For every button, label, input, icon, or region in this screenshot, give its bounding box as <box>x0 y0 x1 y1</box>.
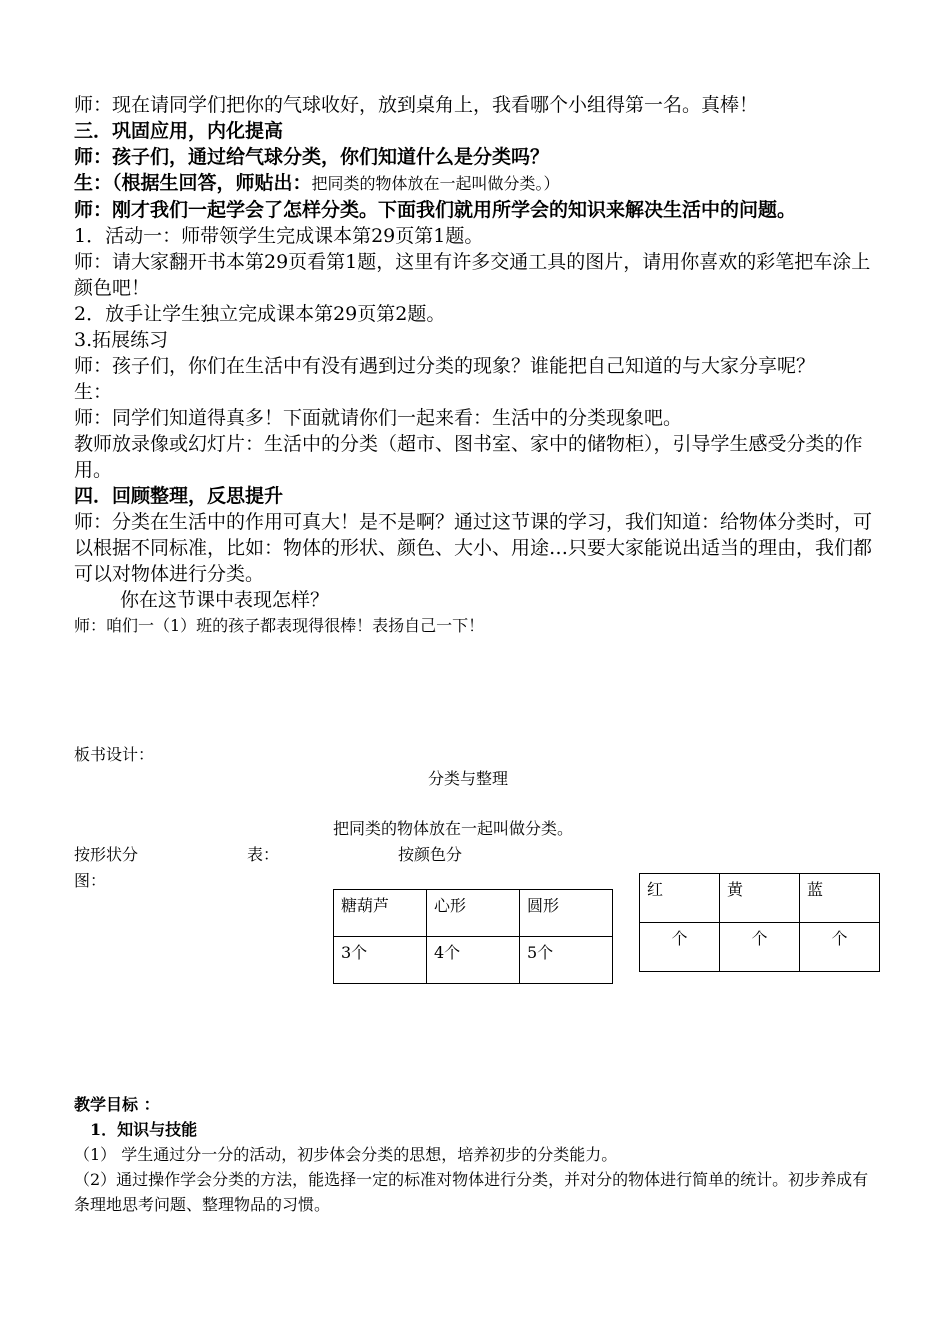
text-line: 师：现在请同学们把你的气球收好，放到桌角上，我看哪个小组得第一名。真棒！ <box>74 94 759 116</box>
table-row <box>334 937 613 984</box>
table-cell: 4个 <box>427 937 520 984</box>
table-cell: 圆形 <box>520 890 613 937</box>
definition-inline: 把同类的物体放在一起叫做分类。） <box>311 174 560 193</box>
section-heading-4: 四．回顾整理，反思提升 <box>74 485 284 507</box>
text-line: 师：分类在生活中的作用可真大！是不是啊？通过这节课的学习，我们知道：给物体分类时，可以根据不同标准，比如：物体的形状、颜色、大小、用途…只要大家能说出适当的理由，我们都可以对物体进行分类。 <box>74 511 873 585</box>
table-row <box>640 923 880 972</box>
text-line <box>74 170 880 197</box>
color-table <box>639 873 880 972</box>
board-design-label: 板书设计： <box>74 745 155 764</box>
goals-heading: 教学目标 ： <box>74 1095 160 1114</box>
table-cell: 个 <box>720 923 800 972</box>
lesson-body <box>74 92 880 639</box>
teaching-goals <box>74 1092 880 1217</box>
by-color-label: 按颜色分 <box>398 845 463 864</box>
table-cell: 3个 <box>334 937 427 984</box>
text-line: 师：咱们一（1）班的孩子都表现得很棒！表扬自己一下！ <box>74 616 485 635</box>
table-cell: 个 <box>800 923 880 972</box>
table-row <box>640 874 880 923</box>
text-line: 师：孩子们，通过给气球分类，你们知道什么是分类吗？ <box>74 146 550 168</box>
table-cell: 糖葫芦 <box>334 890 427 937</box>
table-row <box>334 890 613 937</box>
table-cell: 5个 <box>520 937 613 984</box>
by-shape-label: 按形状分 <box>74 845 139 864</box>
shape-table <box>333 889 613 984</box>
text-line: 师：请大家翻开书本第29页看第1题，这里有许多交通工具的图片，请用你喜欢的彩笔把车涂上颜色吧！ <box>74 251 871 299</box>
table-cell: 黄 <box>720 874 800 923</box>
goals-subheading: 1．知识与技能 <box>90 1120 198 1139</box>
board-title: 分类与整理 <box>428 769 509 788</box>
goal-item: （2）通过操作学会分类的方法，能选择一定的标准对物体进行分类，并对分的物体进行简单的统计。初步养成有条理地思考问题、整理物品的习惯。 <box>74 1170 869 1214</box>
table-label: 表： <box>247 845 280 864</box>
table-cell: 红 <box>640 874 720 923</box>
text-line: 3.拓展练习 <box>74 329 169 351</box>
text-line: 2．放手让学生独立完成课本第29页第2题。 <box>74 303 446 325</box>
chart-label: 图： <box>74 871 107 890</box>
table-cell: 心形 <box>427 890 520 937</box>
text-line: 师：刚才我们一起学会了怎样分类。下面我们就用所学会的知识来解决生活中的问题。 <box>74 199 797 221</box>
table-cell: 蓝 <box>800 874 880 923</box>
text-line: 师：同学们知道得真多！下面就请你们一起来看：生活中的分类现象吧。 <box>74 407 683 429</box>
text-line: 师：孩子们，你们在生活中有没有遇到过分类的现象？谁能把自己知道的与大家分享呢？ <box>74 355 816 377</box>
text-line: 生： <box>74 381 113 403</box>
text-line: 你在这节课中表现怎样？ <box>120 589 330 611</box>
table-cell: 个 <box>640 923 720 972</box>
section-heading-3: 三．巩固应用，内化提高 <box>74 120 284 142</box>
text-line: 教师放录像或幻灯片：生活中的分类（超市、图书室、家中的储物柜），引导学生感受分类的作用。 <box>74 433 863 481</box>
board-definition: 把同类的物体放在一起叫做分类。 <box>333 819 574 838</box>
text-line: 1．活动一：师带领学生完成课本第29页第1题。 <box>74 225 484 247</box>
student-answer-prefix: 生：（根据生回答，师贴出： <box>74 172 312 194</box>
goal-item: （1） 学生通过分一分的活动，初步体会分类的思想，培养初步的分类能力。 <box>74 1145 618 1164</box>
